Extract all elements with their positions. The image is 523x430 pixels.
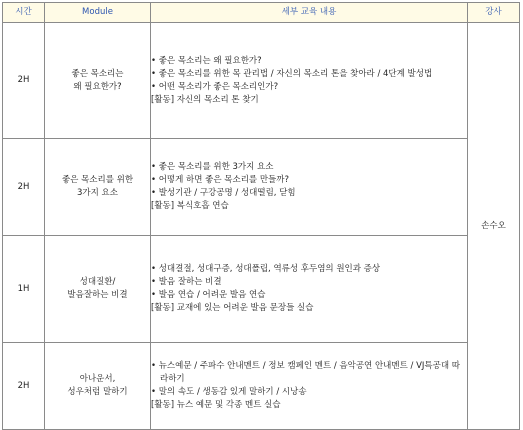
content-bullet-item: • 좋은 목소리를 위한 3가지 요소	[151, 161, 467, 174]
content-list	[151, 360, 467, 412]
content-bullet-item: • 발성기관 / 구강공명 / 성대떨림, 닫힘	[151, 187, 467, 200]
table-row	[3, 139, 520, 236]
content-bullet-item: • 뉴스예문 / 주파수 안내멘트 / 정보 캠페인 멘트 / 음악공연 안내멘트 / VJ특공대 따라하기	[151, 360, 467, 386]
table-row	[3, 236, 520, 343]
row-content	[151, 343, 468, 430]
module-title-line: 발음잘하는 비결	[67, 290, 128, 300]
table-row	[3, 343, 520, 430]
row-time: 1H	[3, 236, 45, 343]
instructor-name: 손수오	[468, 23, 520, 430]
content-bullet-item: • 좋은 목소리를 위한 목 관리법 / 자신의 목소리 톤을 찾아라 / 4단계 발성법	[151, 68, 467, 81]
header-row	[3, 3, 520, 23]
row-time: 2H	[3, 343, 45, 430]
curriculum-table-wrapper	[2, 2, 520, 430]
content-bullet-item: • 어떻게 하면 좋은 목소리를 만들까?	[151, 174, 467, 187]
content-bullet-item: • 말의 속도 / 생동감 있게 말하기 / 시낭송	[151, 386, 467, 399]
header-content: 세부 교육 내용	[151, 3, 468, 23]
row-module	[45, 139, 151, 236]
module-title-line: 좋은 목소리를 위한	[61, 175, 134, 185]
row-time: 2H	[3, 23, 45, 139]
module-title-line: 성우처럼 말하기	[67, 387, 128, 397]
content-bullet-item: • 어떤 목소리가 좋은 목소리인가?	[151, 81, 467, 94]
module-title-line: 3가지 요소	[77, 188, 118, 198]
header-module: Module	[45, 3, 151, 23]
module-title-line: 아나운서,	[79, 374, 116, 384]
module-title-line: 좋은 목소리는	[71, 68, 124, 79]
table-row	[3, 23, 520, 139]
activity-item: [활동] 교재에 있는 어려운 발음 문장들 실습	[151, 303, 314, 313]
row-content	[151, 236, 468, 343]
content-bullet-item: • 성대결절, 성대구증, 성대폴립, 역류성 후두염의 원인과 증상	[151, 263, 467, 276]
content-bullet-item: • 발음 연습 / 어려운 발음 연습	[151, 289, 467, 302]
activity-item: [활동] 자신의 목소리 톤 찾기	[151, 94, 259, 105]
header-instructor: 강사	[468, 3, 520, 23]
content-bullet-item: • 좋은 목소리는 왜 필요한가?	[151, 55, 467, 68]
module-title-line: 성대질환/	[79, 277, 116, 287]
row-time: 2H	[3, 139, 45, 236]
content-list	[151, 161, 467, 213]
row-module	[45, 236, 151, 343]
content-bullet-item: • 발음 잘하는 비결	[151, 276, 467, 289]
curriculum-table	[2, 2, 520, 430]
module-title-line: 왜 필요한가?	[73, 81, 122, 92]
row-module	[45, 23, 151, 139]
activity-item: [활동] 뉴스 예문 및 각종 멘트 실습	[151, 400, 281, 410]
row-content	[151, 139, 468, 236]
header-time: 시간	[3, 3, 45, 23]
row-content	[151, 23, 468, 139]
content-list	[151, 263, 467, 315]
content-list	[151, 55, 467, 107]
activity-item: [활동] 복식호흡 연습	[151, 201, 229, 211]
row-module	[45, 343, 151, 430]
